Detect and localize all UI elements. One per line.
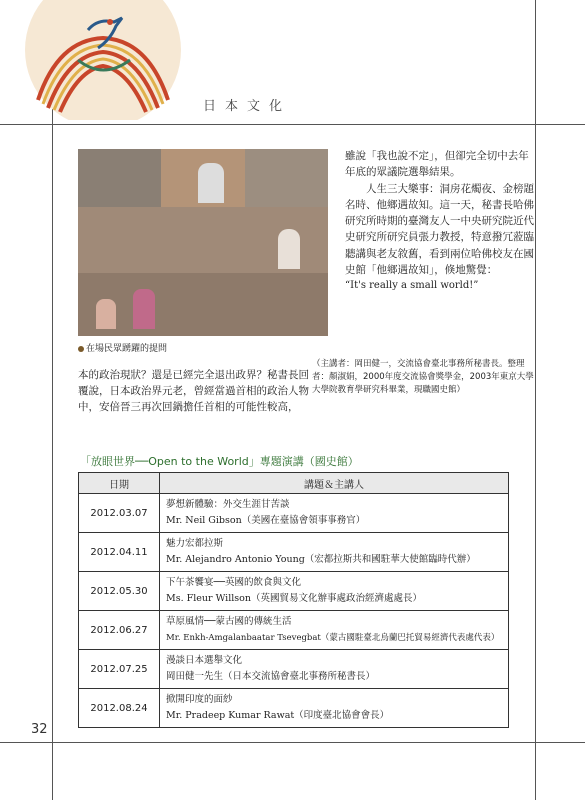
row-date: 2012.08.24 — [79, 689, 160, 728]
row-date: 2012.05.30 — [79, 572, 160, 611]
row-speaker: Mr. Alejandro Antonio Young（宏都拉斯共和國駐華大使館臨時代辦） — [166, 554, 476, 565]
column-header-date: 日期 — [79, 473, 160, 494]
row-date: 2012.03.07 — [79, 494, 160, 533]
photo-caption-text: 在場民眾踴躍的提問 — [86, 344, 168, 354]
table-row — [79, 611, 509, 650]
quote: “It's really a small world!” — [345, 280, 479, 292]
paragraph: 人生三大樂事：洞房花燭夜、金榜題名時、他鄉遇故知。這一天，秘書長哈佛研究所時期的臺灣友人一中央研究院近代史研究所研究員張力教授，特意撥冗蒞臨聽講與老友敘舊，看到兩位哈佛校友在國史館「他鄉遇故知」，倏地驚覺： — [345, 182, 534, 277]
row-topic: 草原風情──蒙古國的傳統生活 — [166, 616, 292, 627]
column-header-topic: 講題＆主講人 — [160, 473, 509, 494]
table-row — [79, 650, 509, 689]
bullet-icon — [78, 346, 84, 352]
row-topic: 掀開印度的面紗 — [166, 694, 233, 705]
row-date: 2012.04.11 — [79, 533, 160, 572]
table-row — [79, 572, 509, 611]
row-topic-cell — [160, 533, 509, 572]
row-date: 2012.07.25 — [79, 650, 160, 689]
frame-line-top — [0, 124, 585, 125]
lecture-schedule-table — [78, 472, 509, 728]
crane-emblem-logo — [18, 0, 188, 120]
frame-line-left — [52, 0, 53, 800]
row-date: 2012.06.27 — [79, 611, 160, 650]
row-topic: 漫談日本選舉文化 — [166, 655, 243, 666]
frame-line-right — [535, 0, 536, 800]
paragraph: 本的政治現狀？還是已經完全退出政界？秘書長回覆說，日本政治界元老，曾經當過首相的政治人物中，安倍晉三再次回鍋擔任首相的可能性較高， — [78, 369, 309, 413]
photo-caption — [78, 341, 167, 354]
frame-line-bottom — [0, 742, 585, 743]
table-row — [79, 494, 509, 533]
row-topic: 夢想新體驗：外交生涯甘苦談 — [166, 499, 290, 510]
row-topic-cell — [160, 494, 509, 533]
row-speaker: 岡田健一先生（日本交流協會臺北事務所秘書長） — [166, 671, 376, 682]
author-credit: （主講者：岡田健一，交流協會臺北事務所秘書長。整理者：顏淑娟，2000年度交流協會獎學金，2003年東京大學大學院教育學研究科畢業，現職國史館） — [312, 359, 534, 395]
row-speaker: Mr. Enkh-Amgalanbaatar Tsevegbat（蒙古國駐臺北烏蘭巴托貿易經濟代表處代表） — [166, 633, 500, 643]
paragraph: 雖說「我也說不定」，但卻完全切中去年年底的眾議院選舉結果。 — [345, 150, 529, 179]
row-speaker: Ms. Fleur Willson（英國貿易文化辦事處政治經濟處處長） — [166, 593, 422, 604]
section-title: 日本文化 — [203, 99, 292, 114]
right-column-text — [345, 148, 535, 295]
table-row — [79, 689, 509, 728]
row-topic: 下午茶饗宴──英國的飲食與文化 — [166, 577, 301, 588]
row-topic-cell — [160, 650, 509, 689]
row-topic-cell — [160, 572, 509, 611]
table-title: 「放眼世界──Open to the World」專題演講（國史館） — [80, 455, 359, 468]
row-topic-cell — [160, 689, 509, 728]
row-topic-cell — [160, 611, 509, 650]
left-body-text — [78, 367, 310, 415]
event-photo — [78, 149, 328, 336]
row-topic: 魅力宏都拉斯 — [166, 538, 224, 549]
row-speaker: Mr. Pradeep Kumar Rawat（印度臺北協會會長） — [166, 710, 390, 721]
page-number: 32 — [31, 722, 48, 737]
table-row — [79, 533, 509, 572]
row-speaker: Mr. Neil Gibson（美國在臺協會領事事務官） — [166, 515, 366, 526]
